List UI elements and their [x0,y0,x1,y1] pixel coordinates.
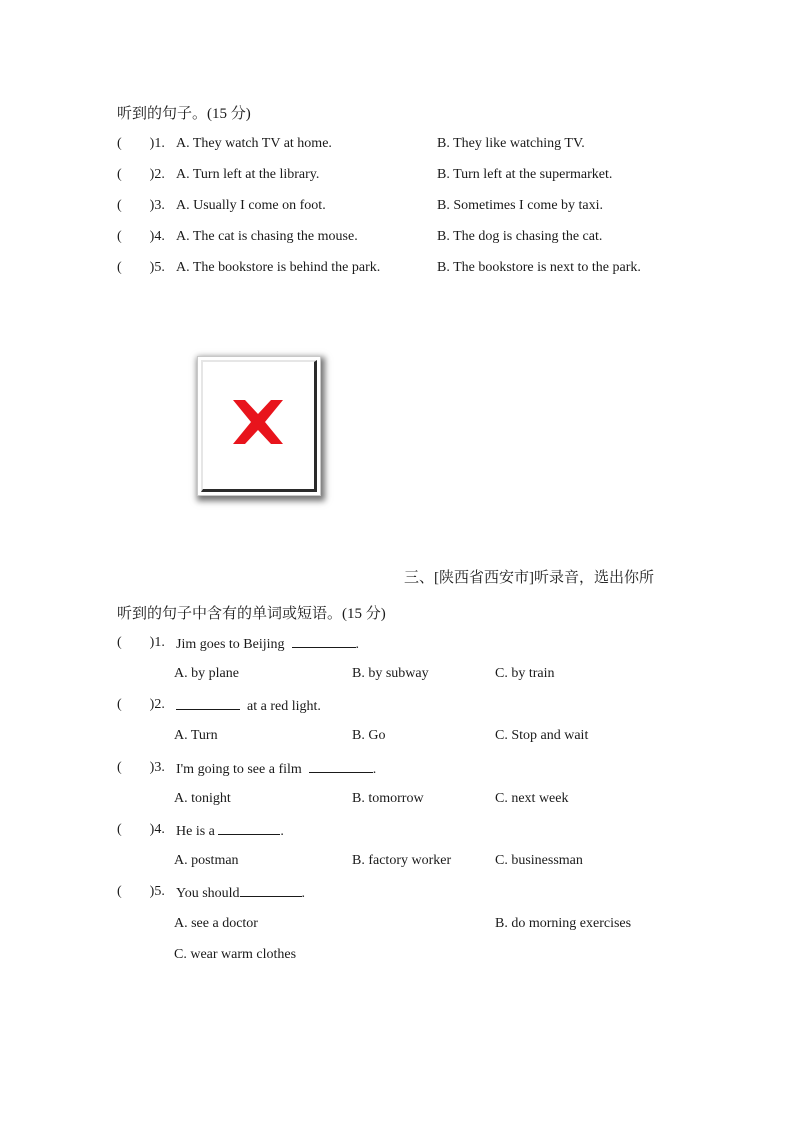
answer-paren: ( )4. [117,822,165,837]
answer-paren: ( )4. [117,229,165,244]
option-b: B. They like watching TV. [437,136,585,151]
option-a: A. Turn [174,728,218,743]
answer-blank [292,635,356,648]
answer-paren: ( )5. [117,884,165,899]
answer-paren: ( )3. [117,760,165,775]
option-b: B. The dog is chasing the cat. [437,229,603,244]
question-text: Jim goes to Beijing . [176,637,359,652]
section2-heading: 听到的句子。(15 分) [117,106,251,122]
section3-heading: 三、[陕西省西安市]听录音，选出你所 [404,570,654,586]
broken-image-placeholder [197,356,321,496]
option-b: B. Turn left at the supermarket. [437,167,613,182]
question-text: You should . [176,886,306,901]
option-a: A. Turn left at the library. [176,167,320,182]
option-b: B. do morning exercises [495,916,632,931]
option-b: B. The bookstore is next to the park. [437,260,641,275]
red-x-icon [227,396,289,448]
answer-blank [176,697,240,710]
answer-paren: ( )2. [117,697,165,712]
answer-paren: ( )1. [117,635,165,650]
option-b: B. Sometimes I come by taxi. [437,198,604,213]
option-a: A. postman [174,853,239,868]
answer-blank [218,822,280,835]
question-text: I'm going to see a film . [176,762,377,777]
option-a: A. tonight [174,791,231,806]
option-c: C. next week [495,791,569,806]
question-text: at a red light. [176,697,321,715]
answer-paren: ( )3. [117,198,165,213]
answer-paren: ( )2. [117,167,165,182]
option-a: A. They watch TV at home. [176,136,332,151]
option-b: B. Go [352,728,386,743]
option-a: A. The cat is chasing the mouse. [176,229,358,244]
option-c: C. Stop and wait [495,728,589,743]
option-a: A. Usually I come on foot. [176,198,326,213]
option-a: A. The bookstore is behind the park. [176,260,381,275]
section3-heading-cont: 听到的句子中含有的单词或短语。(15 分) [117,606,386,622]
answer-paren: ( )1. [117,136,165,151]
option-a: A. by plane [174,666,239,681]
answer-blank [309,760,373,773]
question-text: He is a . [176,824,284,839]
option-c: C. by train [495,666,555,681]
option-a: A. see a doctor [174,916,258,931]
option-b: B. tomorrow [352,791,424,806]
answer-paren: ( )5. [117,260,165,275]
option-c: C. businessman [495,853,583,868]
option-b: B. factory worker [352,853,452,868]
option-c: C. wear warm clothes [174,947,297,962]
option-b: B. by subway [352,666,429,681]
answer-blank [240,884,302,897]
